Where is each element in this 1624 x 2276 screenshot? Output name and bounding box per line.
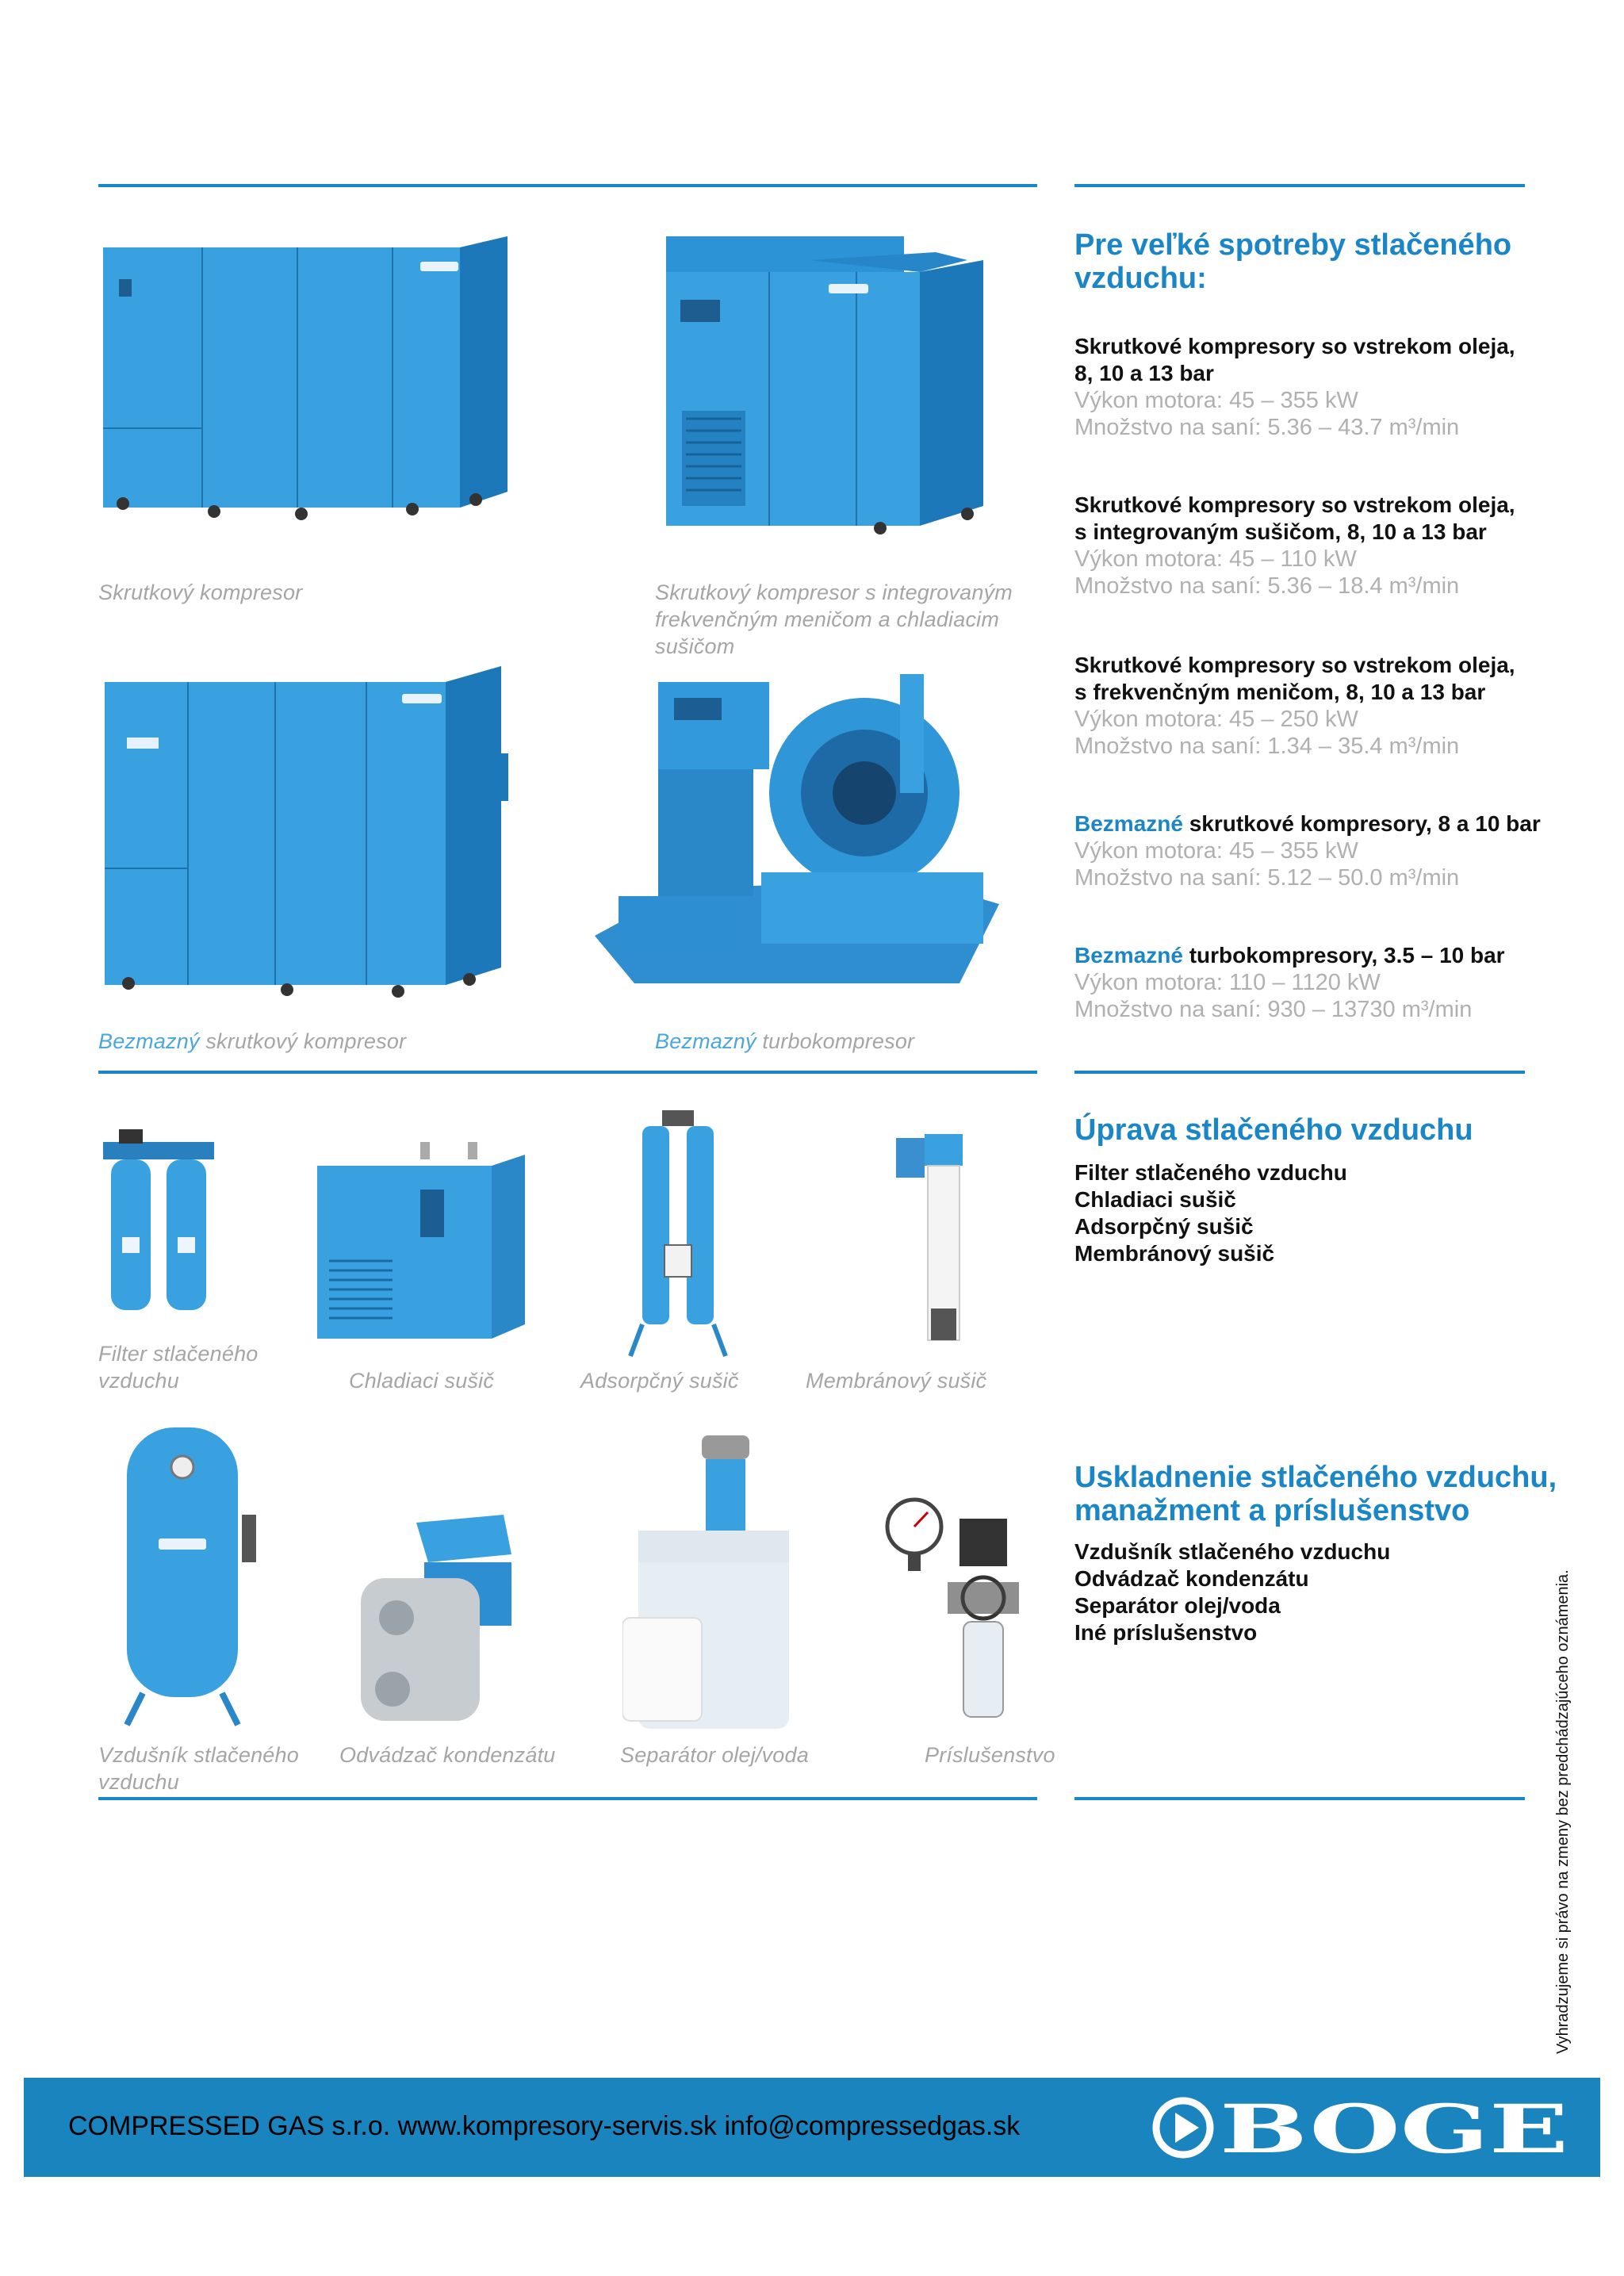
caption-refrigeration-dryer: Chladiaci sušič (349, 1369, 495, 1393)
section2-heading: Úprava stlačeného vzduchu (1074, 1113, 1473, 1147)
mid-rule-right (1074, 1071, 1525, 1074)
spec-item: Bezmazné skrutkové kompresory, 8 a 10 bar Výkon motora: 45 – 355 kW Množstvo na saní: 5.12 – 50.0 m³/min (1074, 811, 1541, 891)
caption-screw-compressor: Skrutkový kompresor (98, 580, 303, 604)
list-item: Odvádzač kondenzátu (1074, 1566, 1309, 1591)
screw-compressor-dryer-image (650, 228, 999, 561)
spec-item: Skrutkové kompresory so vstrekom oleja, s integrovaným sušičom, 8, 10 a 13 bar Výkon motora: 45 – 110 kW Množstvo na saní: 5.36 – 18.4 m³/min (1074, 492, 1515, 599)
caption-air-receiver: Vzdušník stlačeného vzduchu (98, 1743, 299, 1794)
mid-rule-left (98, 1071, 1037, 1074)
section3-list (1074, 1538, 1390, 1646)
bottom-rule-left (98, 1797, 1037, 1800)
turbocompressor-image (587, 666, 1007, 991)
caption-condensate-drain: Odvádzač kondenzátu (339, 1743, 556, 1767)
adsorption-dryer-image (626, 1110, 730, 1364)
section1-heading: Pre veľké spotreby stlačeného vzduchu: (1074, 228, 1512, 295)
top-rule-left (98, 184, 1037, 187)
section2-list (1074, 1159, 1347, 1267)
list-item: Filter stlačeného vzduchu (1074, 1160, 1347, 1185)
bottom-rule-right (1074, 1797, 1525, 1800)
accessories-image (884, 1495, 1043, 1741)
caption-oilfree-turbo: Bezmazný turbokompresor (655, 1029, 915, 1053)
refrigeration-dryer-image (317, 1142, 531, 1348)
section3-heading: Uskladnenie stlačeného vzduchu, manažment a príslušenstvo (1074, 1461, 1557, 1527)
list-item: Vzdušník stlačeného vzduchu (1074, 1539, 1391, 1564)
oil-water-separator-image (622, 1435, 797, 1737)
list-item: Adsorpčný sušič (1074, 1214, 1254, 1239)
footer-bar (24, 2078, 1600, 2177)
spec-item: Bezmazné turbokompresory, 3.5 – 10 bar Výkon motora: 110 – 1120 kW Množstvo na saní: 930 – 13730 m³/min (1074, 943, 1505, 1022)
top-rule-right (1074, 184, 1525, 187)
spec-item: Skrutkové kompresory so vstrekom oleja, s frekvenčným meničom, 8, 10 a 13 bar Výkon motora: 45 – 250 kW Množstvo na saní: 1.34 – 35.4 m³/min (1074, 653, 1515, 759)
boge-play-logo (1150, 2095, 1578, 2160)
caption-oil-water-separator: Separátor olej/voda (620, 1743, 809, 1767)
list-item: Membránový sušič (1074, 1241, 1275, 1266)
air-receiver-image (119, 1412, 270, 1737)
logo-text: BOGE (1220, 2095, 1568, 2160)
caption-adsorption-dryer: Adsorpčný sušič (580, 1369, 739, 1393)
spec-item: Skrutkové kompresory so vstrekom oleja, 8, 10 a 13 bar Výkon motora: 45 – 355 kW Množstvo na saní: 5.36 – 43.7 m³/min (1074, 334, 1515, 440)
footer-contact: COMPRESSED GAS s.r.o. www.kompresory-servis.sk info@compressedgas.sk (68, 2111, 1021, 2141)
screw-compressor-image (95, 230, 515, 547)
list-item: Iné príslušenstvo (1074, 1620, 1258, 1645)
filter-image (95, 1126, 222, 1324)
list-item: Chladiaci sušič (1074, 1187, 1236, 1212)
condensate-drain-image (353, 1507, 527, 1729)
disclaimer: Vyhradzujeme si právo na zmeny bez predchádzajúceho oznámenia. (1554, 1569, 1572, 2054)
oilfree-screw-compressor-image (97, 658, 509, 1015)
caption-oilfree-screw: Bezmazný skrutkový kompresor (98, 1029, 407, 1053)
caption-filter: Filter stlačeného vzduchu (98, 1342, 259, 1393)
membrane-dryer-image (888, 1126, 983, 1364)
list-item: Separátor olej/voda (1074, 1593, 1281, 1618)
caption-screw-compressor-dryer: Skrutkový kompresor s integrovaným frekvenčným meničom a chladiacim sušičom (655, 580, 1013, 658)
caption-membrane-dryer: Membránový sušič (806, 1369, 987, 1393)
caption-accessories: Príslušenstvo (925, 1743, 1055, 1767)
